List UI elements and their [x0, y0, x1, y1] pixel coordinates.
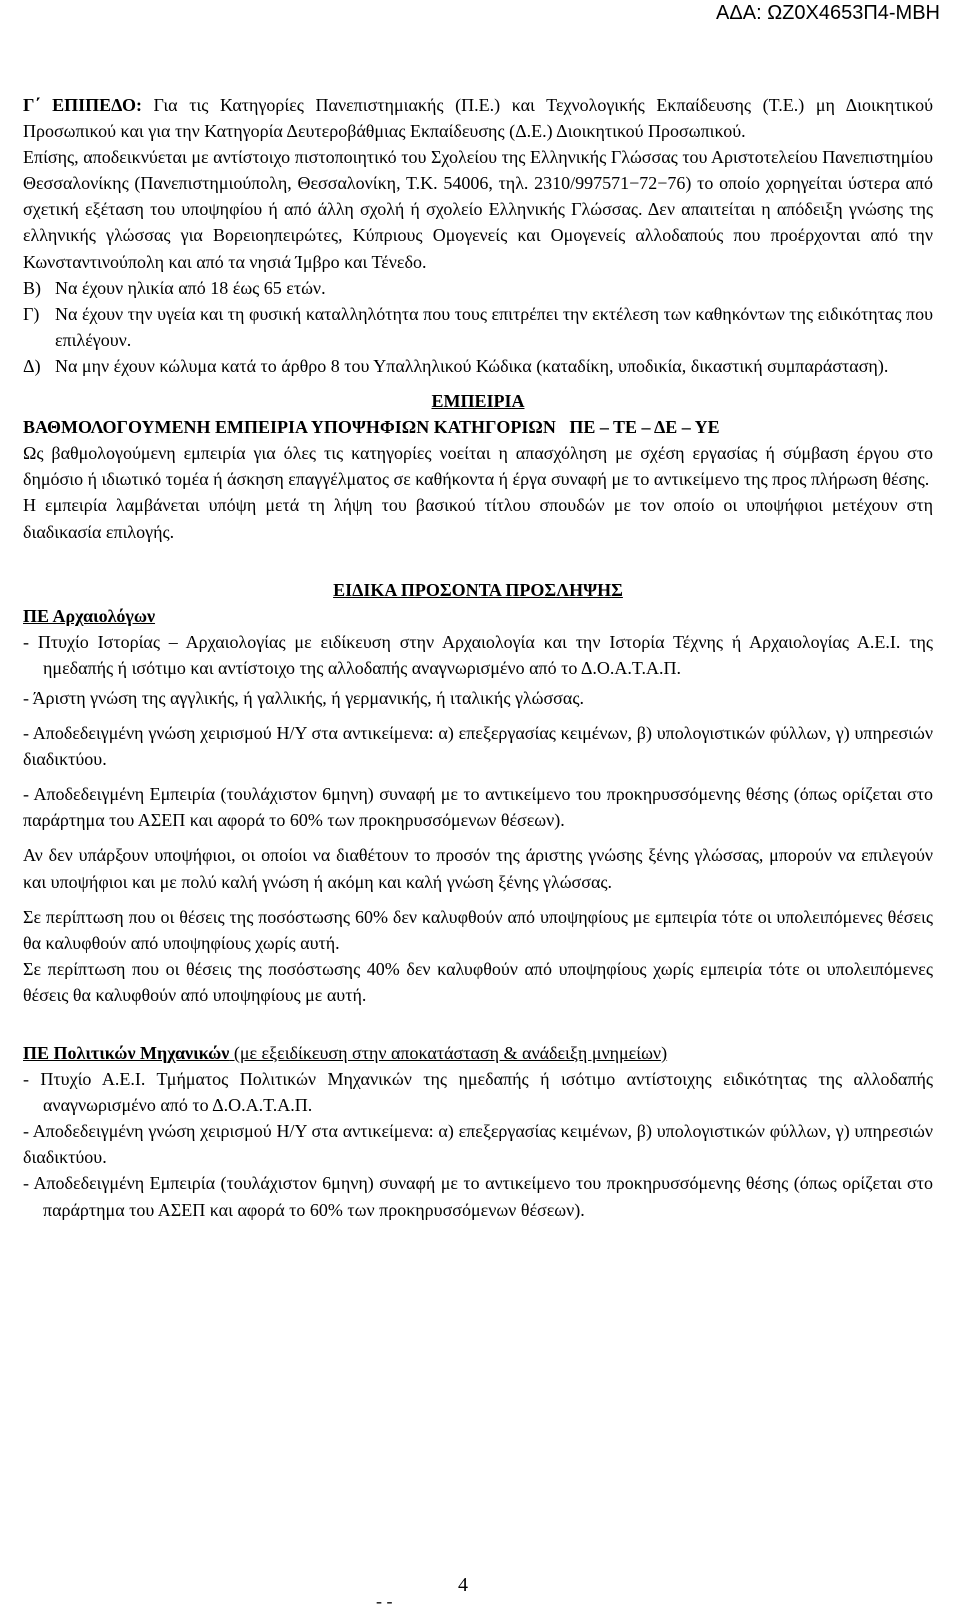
engineers-heading-note: (με εξειδίκευση στην αποκατάσταση & ανάδειξη μνημείων)	[229, 1043, 668, 1063]
page-number: 4	[458, 1574, 468, 1596]
condition-c	[23, 301, 933, 353]
special-qualifications-title: ΕΙΔΙΚΑ ΠΡΟΣΟΝΤΑ ΠΡΟΣΛΗΨΗΣ	[333, 579, 623, 600]
condition-label: Β)	[23, 277, 41, 298]
document-body	[23, 92, 933, 1223]
eng-item: - Πτυχίο Α.Ε.Ι. Τμήματος Πολιτικών Μηχανικών της ημεδαπής ή ισότιμο αντίστοιχης ειδικότητας της αλλοδαπής αναγνωρισμένο από το Δ.Ο.Α.Τ.Α.Π.	[23, 1069, 933, 1116]
arch-item: - Αποδεδειγμένη Εμπειρία (τουλάχιστον 6μηνη) συναφή με το αντικείμενο του προκηρυσσόμενης θέσης (όπως ορίζεται στο παράρτημα του ΑΣΕΠ και αφορά το 60% των προκηρυσσόμενων θέσεων).	[23, 784, 933, 831]
condition-label: Γ)	[23, 303, 40, 324]
footer-dashes: - -	[376, 1591, 393, 1611]
experience-title: ΕΜΠΕΙΡΙΑ	[431, 391, 525, 412]
arch-40-paragraph: Σε περίπτωση που οι θέσεις της ποσόστωσης 40% δεν καλυφθούν από υποψηφίους χωρίς εμπειρία τότε οι υπολειπόμενες θέσεις θα καλυφθούν από υποψηφίους με αυτή.	[23, 958, 933, 1005]
experience-paragraph-2: Η εμπειρία λαμβάνεται υπόψη μετά τη λήψη του βασικού τίτλου σπουδών με τον οποίο οι υποψήφιοι μετέχουν στη διαδικασία επιλογής.	[23, 495, 933, 542]
condition-text: Να έχουν την υγεία και τη φυσική καταλληλότητα που τους επιτρέπει την εκτέλεση των καθηκόντων της ειδικότητας που επιλέγουν.	[55, 303, 933, 350]
condition-d	[23, 353, 933, 379]
level-gamma-label: Γ΄ ΕΠΙΠΕΔΟ:	[23, 95, 142, 115]
eng-item: - Αποδεδειγμένη Εμπειρία (τουλάχιστον 6μηνη) συναφή με το αντικείμενο του προκηρυσσόμενης θέσης (όπως ορίζεται στο παράρτημα του ΑΣΕΠ και αφορά το 60% των προκηρυσσόμενων θέσεων).	[23, 1173, 933, 1220]
condition-text: Να έχουν ηλικία από 18 έως 65 ετών.	[55, 277, 326, 298]
engineers-heading-line	[23, 1040, 933, 1066]
condition-text: Να μην έχουν κώλυμα κατά το άρθρο 8 του Υπαλληλικού Κώδικα (καταδίκη, υποδικία, δικαστική συμπαράσταση).	[55, 355, 889, 376]
level-gamma-text: Για τις Κατηγορίες Πανεπιστημιακής (Π.Ε.) και Τεχνολογικής Εκπαίδευσης (Τ.Ε.) μη Διοικητικού Προσωπικού και για την Κατηγορία Δευτεροβάθμιας Εκπαίδευσης (Δ.Ε.) Διοικητικού Προσωπικού.	[23, 95, 933, 142]
condition-b	[23, 275, 933, 301]
ada-code: ΑΔΑ: ΩΖ0Χ4653Π4-ΜΒΗ	[716, 2, 940, 24]
greek-language-paragraph: Επίσης, αποδεικνύεται με αντίστοιχο πιστοποιητικό του Σχολείου της Ελληνικής Γλώσσας του Αριστοτελείου Πανεπιστημίου Θεσσαλονίκης (Πανεπιστημιούπολη, Θεσσαλονίκη, Τ.Κ. 54006, τηλ. 2310/997571−72−76) το οποίο χορηγείται ύστερα από σχετική εξέταση του υποψηφίου ή από άλλη σχολή ή σχολείο Ελληνικής Γλώσσας. Δεν απαιτείται η απόδειξη γνώσης της ελληνικής γλώσσας για Βορειοηπειρώτες, Κύπριους Ομογενείς και Ομογενείς αλλοδαπούς που προέρχονται από την Κωνσταντινούπολη και από τα νησιά Ίμβρο και Τένεδο.	[23, 147, 933, 272]
archaeologists-heading: ΠΕ Αρχαιολόγων	[23, 605, 156, 626]
experience-subtitle: ΒΑΘΜΟΛΟΓΟΥΜΕΝΗ ΕΜΠΕΙΡΙΑ ΥΠΟΨΗΦΙΩΝ ΚΑΤΗΓΟΡΙΩΝ ΠΕ – ΤΕ – ΔΕ – ΥΕ	[23, 417, 720, 438]
arch-lang-paragraph: Αν δεν υπάρξουν υποψήφιοι, οι οποίοι να διαθέτουν το προσόν της άριστης γνώσης ξένης γλώσσας, μπορούν να επιλεγούν και υποψήφιοι και με πολύ καλή γνώση ή ακόμη και καλή γνώση ξένης γλώσσας.	[23, 845, 933, 892]
engineers-heading: ΠΕ Πολιτικών Μηχανικών	[23, 1043, 230, 1063]
condition-label: Δ)	[23, 355, 41, 376]
arch-60-paragraph: Σε περίπτωση που οι θέσεις της ποσόστωσης 60% δεν καλυφθούν από υποψηφίους με εμπειρία τότε οι υπολειπόμενες θέσεις θα καλυφθούν από υποψηφίους χωρίς αυτή.	[23, 906, 933, 953]
eng-item: - Αποδεδειγμένη γνώση χειρισμού Η/Υ στα αντικείμενα: α) επεξεργασίας κειμένων, β) υπολογιστικών φύλλων, γ) υπηρεσιών διαδικτύου.	[23, 1121, 933, 1168]
arch-item: - Άριστη γνώση της αγγλικής, ή γαλλικής, ή γερμανικής, ή ιταλικής γλώσσας.	[23, 687, 584, 708]
experience-paragraph: Ως βαθμολογούμενη εμπειρία για όλες τις κατηγορίες νοείται η απασχόληση με σχέση εργασίας ή σύμβαση έργου στο δημόσιο ή ιδιωτικό τομέα ή άσκηση επαγγέλματος σε καθήκοντα ή έργα συναφή με το αντικείμενο της προς πλήρωση θέσης.	[23, 443, 933, 490]
level-gamma-paragraph	[23, 92, 933, 144]
arch-item: - Αποδεδειγμένη γνώση χειρισμού Η/Υ στα αντικείμενα: α) επεξεργασίας κειμένων, β) υπολογιστικών φύλλων, γ) υπηρεσιών διαδικτύου.	[23, 723, 933, 770]
arch-item: - Πτυχίο Ιστορίας – Αρχαιολογίας με ειδίκευση στην Αρχαιολογία και την Ιστορία Τέχνης ή Αρχαιολογίας Α.Ε.Ι. της ημεδαπής ή ισότιμο και αντίστοιχο της αλλοδαπής αναγνωρισμένο από το Δ.Ο.Α.Τ.Α.Π.	[23, 631, 933, 678]
